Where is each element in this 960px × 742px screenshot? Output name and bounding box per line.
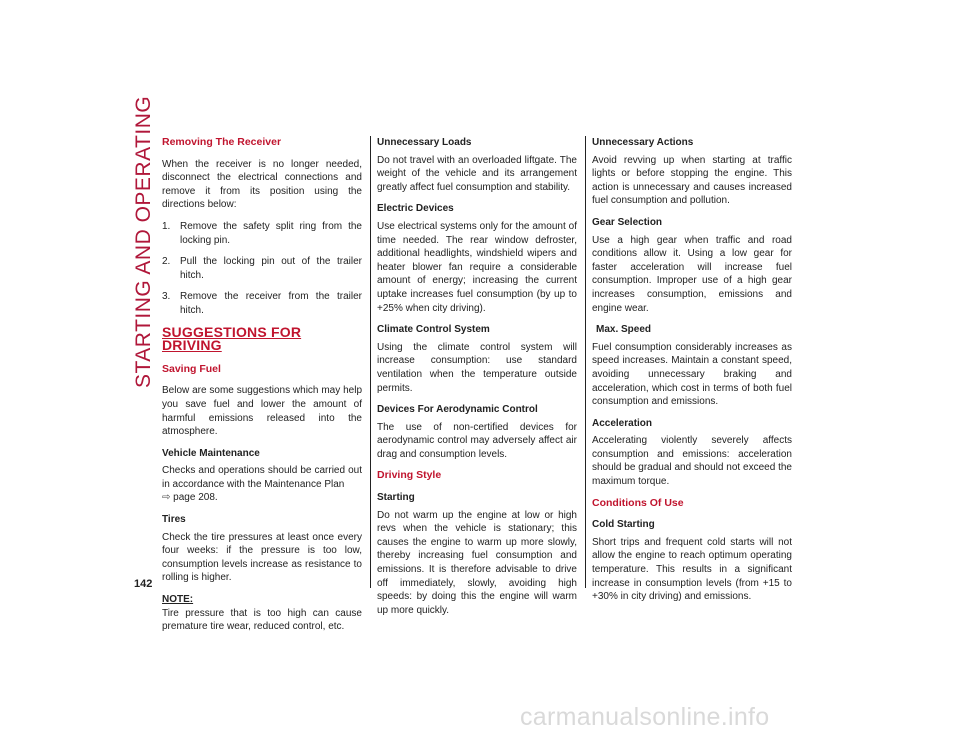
right-column (592, 136, 792, 612)
note-label: NOTE: (162, 594, 194, 606)
arrow-right-icon: ⇨ (162, 492, 174, 504)
heading-removing-receiver: Removing The Receiver (162, 136, 282, 148)
heading-acceleration: Acceleration (592, 417, 653, 429)
section-title-text: STARTING AND OPERATING (132, 95, 155, 388)
heading-max-speed: Max. Speed (596, 324, 652, 336)
heading-climate-control: Climate Control System (377, 324, 490, 336)
heading-electric-devices: Electric Devices (377, 203, 454, 215)
heading-gear-selection: Gear Selection (592, 216, 663, 228)
heading-unnecessary-loads: Unnecessary Loads (377, 137, 472, 148)
page-number: 142 (134, 578, 153, 590)
column-divider (370, 136, 371, 588)
section-side-title (132, 95, 164, 388)
paragraph: When the receiver is no longer needed, disconnect the electrical connections and remove it from its position using the directions below: (162, 158, 362, 211)
heading-conditions-of-use: Conditions Of Use (592, 496, 684, 509)
paragraph: Avoid revving up when starting at traffic lights or before stopping the engine. This action is unnecessary and causes increased fuel consumption and pollution. (592, 154, 792, 207)
note-text: Tire pressure that is too high can cause premature tire wear, reduced control, etc. (162, 607, 362, 633)
page-reference-link[interactable]: ⇨ page 208. (162, 492, 218, 504)
paragraph: Using the climate control system will increase consumption: use standard ventilation when the temperature outside permits. (377, 341, 577, 394)
paragraph: The use of non-certified devices for aerodynamic control may adversely affect air drag and consumption levels. (377, 421, 577, 460)
paragraph: Checks and operations should be carried out in accordance with the Maintenance Plan (162, 465, 362, 490)
heading-unnecessary-actions: Unnecessary Actions (592, 137, 694, 148)
list-item: 3. Remove the receiver from the trailer hitch. (162, 291, 362, 316)
heading-aerodynamic: Devices For Aerodynamic Control (377, 404, 538, 416)
list-item: 1. Remove the safety split ring from the locking pin. (162, 220, 362, 246)
column-divider (585, 136, 586, 588)
paragraph: Use electrical systems only for the amount of time needed. The rear window defroster, additional headlights, windshield wipers and heater blower fan require a considerable amount of energy; increasing the current uptake increases fuel consumption (by up to +25% when city driving). (377, 220, 577, 314)
heading-suggestions: SUGGESTIONS FOR DRIVING (162, 323, 302, 354)
heading-saving-fuel: Saving Fuel (162, 362, 221, 375)
left-column (162, 136, 362, 642)
heading-cold-starting: Cold Starting (592, 519, 655, 531)
heading-starting: Starting (377, 492, 415, 504)
steps-list (162, 220, 362, 318)
paragraph: Accelerating violently severely affects consumption and emissions: acceleration should be gradual and should not exceed the maximum torque. (592, 435, 792, 488)
paragraph: Do not travel with an overloaded liftgate. The weight of the vehicle and its arrangement greatly affect fuel consumption and stability. (377, 154, 577, 193)
heading-driving-style: Driving Style (377, 469, 442, 482)
paragraph: Do not warm up the engine at low or high revs when the vehicle is stationary; this causes the engine to warm up more slowly, thereby increasing fuel consumption and emissions. It is therefore advisable to drive off immediately, slowly, avoiding high speeds: by doing this the engine will warm up more quickly. (377, 509, 577, 616)
heading-tires: Tires (162, 514, 186, 526)
list-item: 2. Pull the locking pin out of the trailer hitch. (162, 256, 362, 281)
paragraph: Use a high gear when traffic and road conditions allow it. Using a low gear for faster acceleration will increase fuel consumption. Improper use of a high gear increases consumption, emissions and engine wear. (592, 234, 792, 314)
middle-column (377, 136, 577, 625)
paragraph: Short trips and frequent cold starts will not allow the engine to reach optimum operating temperature. This results in a significant increase in consumption levels (from +15 to +30% in city driving) and emissions. (592, 536, 792, 603)
paragraph: Check the tire pressures at least once every four weeks: if the pressure is too low, consumption levels increase as resistance to rolling is higher. (162, 531, 362, 584)
heading-vehicle-maintenance: Vehicle Maintenance (162, 447, 260, 459)
paragraph: Fuel consumption considerably increases as speed increases. Maintain a constant speed, avoiding unnecessary braking and acceleration, which cost in terms of both fuel consumption and emissions. (592, 341, 792, 408)
paragraph: Below are some suggestions which may help you save fuel and lower the amount of harmful emissions released into the atmosphere. (162, 385, 362, 438)
watermark-link[interactable]: carmanualsonline.info (520, 703, 770, 731)
